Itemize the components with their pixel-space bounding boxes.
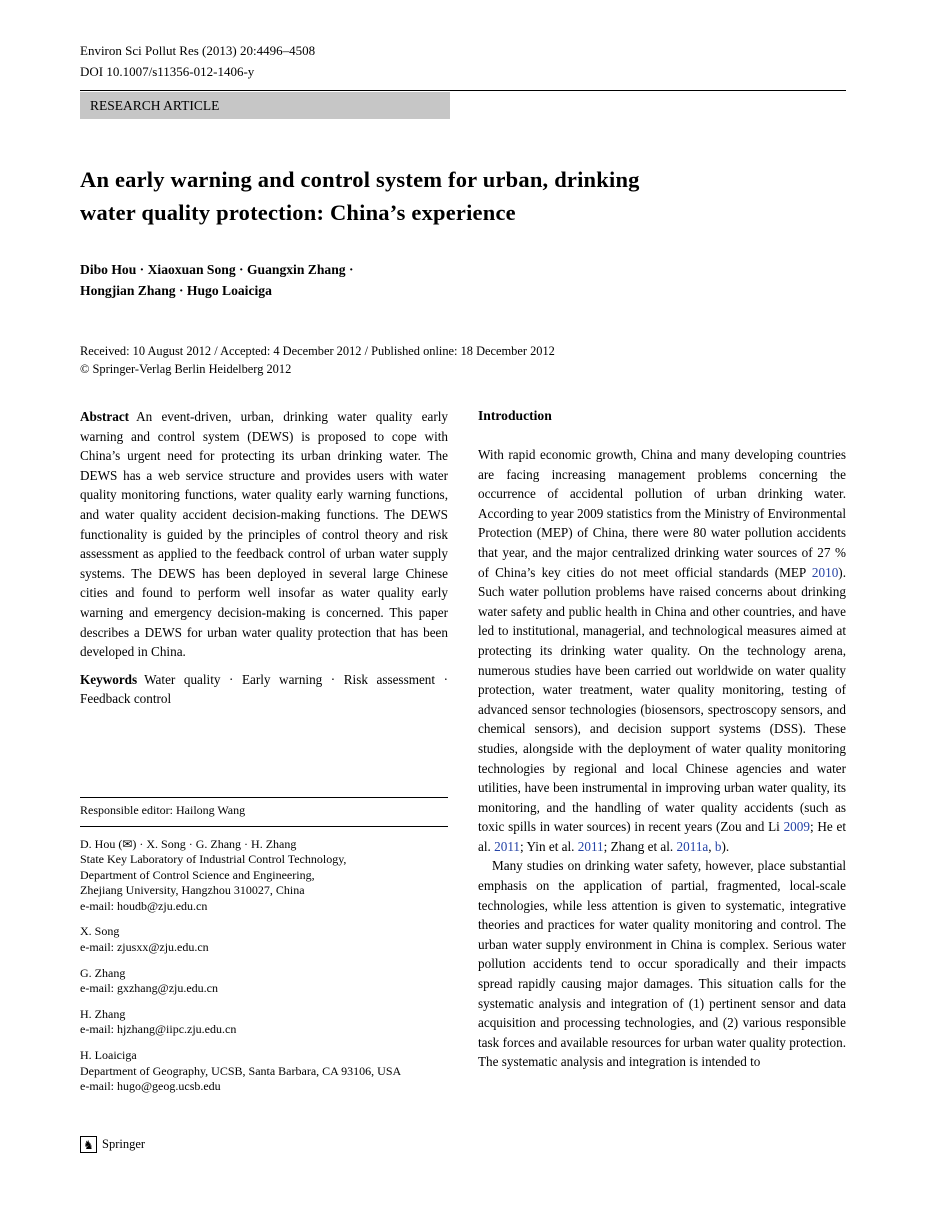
abstract-paragraph [80,407,448,662]
journal-reference: Environ Sci Pollut Res (2013) 20:4496–4508 [80,43,316,58]
text-run: , [708,838,715,854]
left-column [80,407,448,1095]
abstract-label: Abstract [80,409,130,424]
citation-link[interactable]: 2011a [676,838,709,854]
abstract-text: An event-driven, urban, drinking water quality early warning and control system (DEWS) is proposed to cope with China’s urgent need for protecting its urban drinking water. The DEWS has a web service structure and provides users with water quality monitoring functions, water quality early warning functions, and water quality accident decision-making functions. The DEWS functionality is guided by the principles of control theory and risk assessment as applied to the feedback control of urban water supply systems. The DEWS has been deployed in several large Chinese cities and found to perform well insofar as water quality early warning and emergency decision-making is concerned. This paper describes a DEWS for urban water quality protection that has been developed in China. [80,409,448,660]
citation-link[interactable]: 2010 [811,564,839,580]
citation-link[interactable]: 2011 [577,838,604,854]
page-title: An early warning and control system for urban, drinking water quality protection: China’s experience [80,167,640,225]
keywords-label: Keywords [80,671,138,687]
doi-line: DOI 10.1007/s11356-012-1406-y [80,64,255,79]
responsible-editor-line: Responsible editor: Hailong Wang [80,802,246,817]
text-run: ). Such water pollution problems have raised concerns about drinking water safety and public health in China and other countries, and have led to institutional, managerial, and technological measures aimed at protecting its drinking water quality. On the technology arena, numerous studies have been carried out worldwide on water quality protection, water treatment, water quality monitoring, testing of advanced sensor technologies (biosensors, spectroscopy sensors, and chemical sensors), and decision support systems (DSS). These studies, alongside with the deployment of water quality monitoring technologies by regional and local Chinese agencies and water utilities, have been instrumental in improving urban water quality, its monitoring, and the handling of water quality accidents (such as toxic spills in water sources) in recent years (Zou and Li [478,564,846,835]
affiliation-block-corresponding: D. Hou (✉) · X. Song · G. Zhang · H. Zhang State Key Laboratory of Industrial Control Technology, Department of Control Science and Engineering, Zhejiang University, Hangzhou 310027, China e-mail: houdb@zju.edu.cn [80,836,347,913]
text-run: ; He et al. [478,819,846,854]
introduction-paragraph-2: Many studies on drinking water safety, however, place substantial emphasis on the application of partial, fragmented, local-scale technologies, while less attention is given to systematic, integrative theories and practices for water quality monitoring and control. The urban water supply environment in China is complex. Serious water pollution accidents tend to occur sporadically and their impacts spread rapidly causing major damages. This situation calls for the systematic analysis and integration of (1) pertinent sensor and data acquisition and processing technologies, and (2) various responsible task forces and available resources for urban water quality protection. The systematic analysis and integration is intended to [478,858,846,1070]
affiliation-block-loaiciga: H. Loaiciga Department of Geography, UCSB, Santa Barbara, CA 93106, USA e-mail: hugo@geog.ucsb.edu [80,1048,402,1094]
springer-logo [80,1136,145,1153]
text-run: ; Yin et al. [520,838,578,854]
article-type-banner [80,92,450,119]
citation-link[interactable]: 2011 [494,838,521,854]
footnote-divider-bottom [80,826,448,827]
text-run: ). [721,838,730,854]
springer-publisher-label: Springer [102,1137,146,1151]
text-run: ; Zhang et al. [603,838,677,854]
keywords-text: Water quality · Early warning · Risk assessment · Feedback control [80,671,448,707]
article-type-label: RESEARCH ARTICLE [90,97,220,113]
affiliation-block-gzhang: G. Zhang e-mail: gxzhang@zju.edu.cn [80,965,218,996]
received-accepted-published-line: Received: 10 August 2012 / Accepted: 4 December 2012 / Published online: 18 December 2012 [80,344,555,358]
citation-link[interactable]: b [714,838,722,854]
right-column [478,407,846,1095]
footnote-section [80,797,448,1095]
affiliation-block-hzhang: H. Zhang e-mail: hjzhang@iipc.zju.edu.cn [80,1006,237,1037]
two-column-body [80,407,846,1095]
keywords-paragraph [80,670,448,709]
text-run: With rapid economic growth, China and many developing countries are facing increasing management problems concerning the occurrence of accidental pollution of urban drinking water. According to year 2009 statistics from the Ministry of Environmental Protection (MEP) of China, there were 80 water pollution accidents that year, and the major centralized drinking water sources of 27 % of China’s key cities do not meet official standards (MEP [478,447,846,580]
citation-link[interactable]: 2009 [783,819,810,835]
introduction-paragraph-1 [478,445,846,856]
springer-knight-icon: ♞ [80,1136,97,1153]
author-list: Dibo Hou · Xiaoxuan Song · Guangxin Zhang · Hongjian Zhang · Hugo Loaiciga [80,262,354,298]
header-divider [80,90,846,91]
affiliation-block-song: X. Song e-mail: zjusxx@zju.edu.cn [80,924,209,955]
page-content [80,0,846,1095]
copyright-line: © Springer-Verlag Berlin Heidelberg 2012 [80,362,292,376]
introduction-heading: Introduction [478,408,552,423]
